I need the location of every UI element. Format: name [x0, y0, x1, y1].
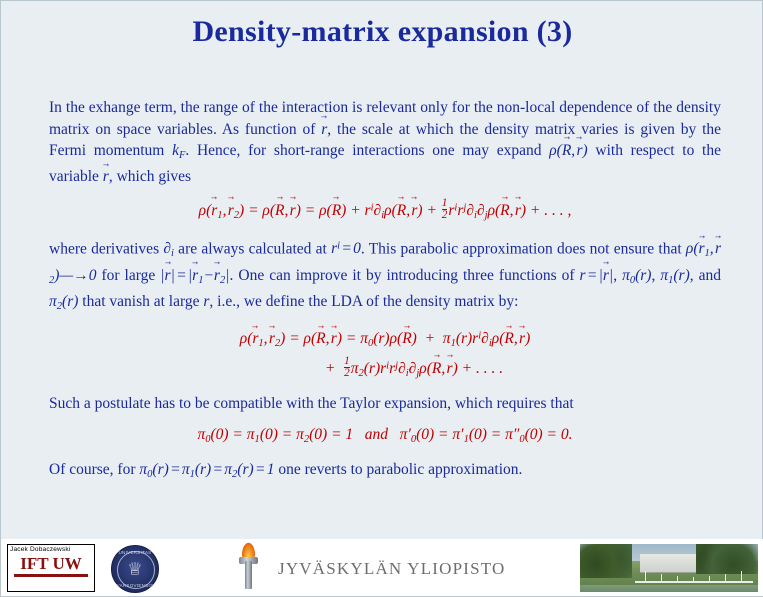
ift-uw-logo-text: IFT UW — [20, 554, 82, 573]
math-k-f: $k_F$ — [172, 142, 186, 161]
seal-top-text: UNIVERSITAS — [118, 550, 152, 555]
paragraph-1-part-a: In the exhange term, the range of the interaction is relevant only for the non-local dependence of the density matrix on space variables. As function of — [49, 99, 721, 138]
math-rho-limit: $\rho(\to r_1$, → $r_2)—\to 0$ — [49, 240, 721, 283]
paragraph-2-part-f: , — [613, 266, 623, 284]
photo-bridge — [635, 570, 753, 586]
paragraph-2-part-f2: , — [651, 266, 661, 284]
equation-2-line-1: $\rho(\to r_1$, → $r_2) = \rho(\to R$, → $r) = \pi_0(r)\rho(\to R) + \pi_1(r)r^i\partial_i\rho(\to R$, → r) — [49, 326, 721, 356]
bridge-cable — [709, 576, 710, 581]
bridge-deck — [635, 581, 753, 583]
bridge-cable — [693, 577, 694, 581]
math-pi-equalities: $\pi_0(r)$ = $\pi_1(r)$ = $\pi_2(r)$ = 1 — [139, 461, 275, 481]
math-pi0-r: $\pi_0(r)$ — [622, 266, 652, 286]
paragraph-2-part-g: , and — [689, 266, 722, 284]
math-r-prime-zero: $r^i$ = 0 — [331, 240, 361, 258]
ift-uw-logo — [7, 544, 95, 592]
slide-footer — [1, 539, 763, 596]
equation-2 — [49, 326, 721, 385]
paragraph-2-part-h: that vanish at large — [78, 293, 204, 311]
bridge-cable — [645, 571, 646, 581]
torch-stem-shape — [245, 561, 252, 589]
math-vec-r: → r — [321, 119, 327, 141]
math-r: r — [203, 293, 210, 311]
paragraph-2-part-c: . This parabolic approximation does not ensure that — [360, 240, 686, 258]
paragraph-1-part-b: , the scale at which the density matrix varies is given by the Fermi momentum — [49, 120, 722, 159]
ift-uw-underline — [14, 574, 88, 577]
paragraph-4 — [49, 459, 721, 485]
paragraph-2-part-i: , i.e., we define the LDA of the density matrix by: — [209, 293, 519, 311]
photo-water — [580, 585, 758, 592]
paragraph-3: Such a postulate has to be compatible with the Taylor expansion, which requires that — [49, 395, 574, 412]
equation-1: $\rho(\to r_1$, → $r_2) = \rho(\to R$, → $r) = \rho(\to R) + r^i\partial_i\rho(\to R$, → r) + $\frac{1}{2}$ $r^ir^j\partial_i\partial_j\rho(\to R$, → r) + . . . , — [49, 197, 721, 227]
bridge-cable — [725, 574, 726, 581]
page-title: Density-matrix expansion (3) — [192, 15, 573, 48]
math-abs-r: |→ r| = |→ $r_1-\to r_2|$ — [160, 267, 229, 284]
paragraph-2-part-b: are always calculated at — [173, 240, 332, 258]
bridge-cable — [661, 574, 662, 581]
eagle-icon: ♕ — [127, 559, 143, 579]
math-pi1-r: $\pi_1(r)$ — [660, 266, 690, 286]
math-vec-r-2: → r — [103, 166, 109, 188]
paragraph-1-part-d: with respect to the variable — [49, 142, 721, 186]
paragraph-2 — [49, 236, 721, 318]
seal-bottom-text: VARSOVIENSIS — [116, 583, 154, 588]
paragraph-4-part-a: Of course, for — [49, 461, 140, 479]
paragraph-2-part-e: . One can improve it by introducing three functions of — [229, 266, 580, 284]
paragraph-1-part-c: . Hence, for short-range interactions one may expand — [185, 142, 550, 159]
slide-body — [49, 97, 721, 489]
math-partial-i: $\partial_i$ — [163, 240, 174, 260]
bridge-cable — [677, 576, 678, 581]
math-rho-R-r: ρ(→ R, → r) — [549, 142, 587, 159]
paragraph-2-part-d: for large — [96, 266, 161, 284]
equation-3: $\pi_0(0) = \pi_1(0) = \pi_2(0) = 1$ and $\pi'_0(0) = \pi'_1(0) = \pi''_0(0) = 0$. — [197, 425, 573, 445]
paragraph-1-part-e: , which gives — [108, 168, 192, 186]
jyu-university-label: JYVÄSKYLÄN YLIOPISTO — [278, 559, 506, 578]
bridge-cable — [741, 571, 742, 581]
math-pi2-r: $\pi_2(r)$ — [49, 293, 79, 313]
paragraph-1 — [49, 97, 721, 188]
math-r-abs: r = |→ r| — [580, 267, 614, 284]
jyu-torch-icon — [227, 545, 271, 591]
university-of-warsaw-seal — [111, 545, 159, 593]
author-caption: Jacek Dobaczewski — [10, 546, 71, 553]
photo-trees-left — [580, 544, 632, 578]
equation-2-line-2: + $\frac{1}{2}$ $\pi_2(r)r^ir^j\partial_i\partial_j\rho(\to R$, → r) + . . . . — [49, 355, 721, 385]
campus-photo — [580, 544, 758, 592]
paragraph-4-part-b: one reverts to parabolic approximation. — [274, 461, 523, 479]
paragraph-2-part-a: where derivatives — [49, 240, 164, 258]
